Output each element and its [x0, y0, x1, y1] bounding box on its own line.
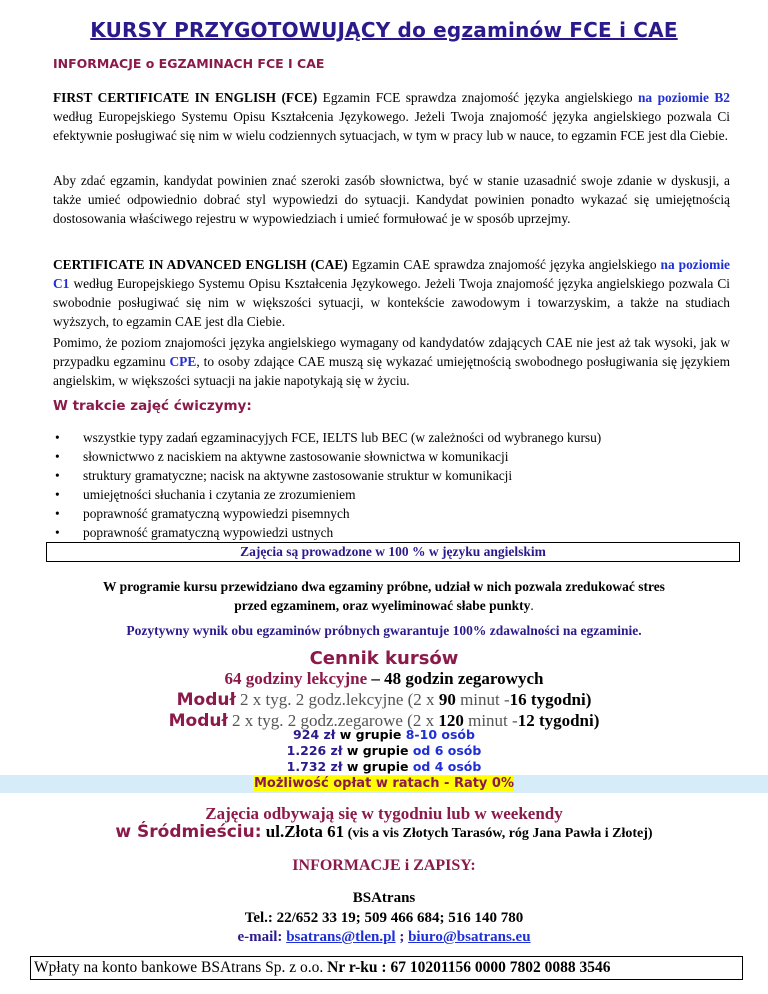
section-title: W trakcie zajęć ćwiczymy:: [53, 398, 252, 414]
installments-banner: Możliwość opłat w ratach - Raty 0%: [0, 775, 768, 793]
cae-level: na poziomie C1: [53, 257, 730, 291]
pricing-title: Cennik kursów: [309, 648, 459, 669]
list-item: • umiejętności słuchania i czytania ze zrozumieniem: [83, 485, 601, 504]
email-link-2[interactable]: biuro@bsatrans.eu: [408, 929, 531, 945]
cae-heading: CERTIFICATE IN ADVANCED ENGLISH (CAE): [53, 257, 348, 272]
exam-note: W programie kursu przewidziano dwa egzaminy próbne, udział w nich pozwala zredukować stres przed egzaminem, oraz wyeliminować słabe punkty.: [103, 579, 665, 613]
list-item: • struktury gramatyczne; nacisk na aktywne zastosowanie struktur w komunikacji: [83, 466, 601, 485]
module-1: Moduł 2 x tyg. 2 godz.lekcyjne (2 x 90 minut -16 tygodni): [176, 690, 592, 710]
email-link-1[interactable]: bsatrans@tlen.pl: [286, 929, 396, 945]
schedule-note: Zajęcia odbywają się w tygodniu lub w weekendy: [205, 804, 563, 823]
phone-numbers: Tel.: 22/652 33 19; 509 466 684; 516 140 780: [244, 910, 524, 926]
email-line: e-mail: bsatrans@tlen.pl ; biuro@bsatrans.eu: [237, 929, 531, 945]
company-name: BSAtrans: [352, 890, 416, 906]
list-item: • poprawność gramatyczną wypowiedzi ustnych: [83, 523, 601, 542]
fce-heading: FIRST CERTIFICATE IN ENGLISH (FCE): [53, 90, 318, 105]
price-row: 1.732 zł w grupie od 4 osób: [286, 759, 482, 774]
cpe-label: CPE: [169, 354, 197, 369]
cae-paragraph: CERTIFICATE IN ADVANCED ENGLISH (CAE) Egzamin CAE sprawdza znajomość języka angielskiego na poziomie C1 według Europejskiego Systemu Opisu Kształcenia Językowego. Jeżeli Twoja znajomość języka angielskiego pozwala Ci swobodnie posługiwać się nim w większości sytuacji, w kontekście zawodowym i towarzyskim, a także na studiach wyższych, to egzamin CAE jest dla Ciebie.: [53, 257, 730, 329]
list-item: • wszystkie typy zadań egzaminacyjych FCE, IELTS lub BEC (w zależności od wybranego kursu): [83, 428, 601, 447]
price-row: 924 zł w grupie 8-10 osób: [293, 727, 475, 742]
english-only-note: Zajęcia są prowadzone w 100 % w języku angielskim: [46, 542, 740, 562]
fce-paragraph: FIRST CERTIFICATE IN ENGLISH (FCE) Egzamin FCE sprawdza znajomość języka angielskiego na poziomie B2 według Europejskiego Systemu Opisu Kształcenia Językowego. Jeżeli Twoja znajomość języka angielskiego pozwala Ci efektywnie posługiwać się nim w wielu codziennych sytuacjach, w tym w pracy lub w nauce, to egzamin FCE jest dla Ciebie.: [53, 90, 730, 143]
fce-level: na poziomie B2: [637, 90, 730, 105]
bullet-list: [53, 428, 601, 542]
bank-account-box: Wpłaty na konto bankowe BSAtrans Sp. z o.o. Nr r-ku : 67 10201156 0000 7802 0088 3546: [30, 956, 743, 980]
price-row: 1.226 zł w grupie od 6 osób: [286, 743, 482, 758]
page-title: KURSY PRZYGOTOWUJĄCY do egzaminów FCE i CAE: [90, 18, 678, 42]
cae-paragraph-2: Pomimo, że poziom znajomości języka angielskiego wymagany od kandydatów zdających CAE nie jest aż tak wysoki, jak w przypadku egzaminu CPE, to osoby zdające CAE muszą się wykazać umiejętnością swobodnego posługiwania się językiem angielskim, w większości sytuacji na jakie napotykają się w życiu.: [53, 335, 730, 388]
list-item: • poprawność gramatyczną wypowiedzi pisemnych: [83, 504, 601, 523]
info-heading: INFORMACJE i ZAPISY:: [292, 857, 476, 874]
subtitle: INFORMACJE o EGZAMINACH FCE I CAE: [53, 56, 325, 71]
course-hours: 64 godziny lekcyjne – 48 godzin zegarowych: [224, 669, 544, 688]
location: w Śródmieściu: ul.Złota 61 (vis a vis Złotych Tarasów, róg Jana Pawła i Złotej): [115, 822, 653, 842]
list-item: • słownictwwo z naciskiem na aktywne zastosowanie słownictwa w komunikacji: [83, 447, 601, 466]
guarantee-note: Pozytywny wynik obu egzaminów próbnych gwarantuje 100% zdawalności na egzaminie.: [126, 623, 642, 638]
fce-paragraph-2: Aby zdać egzamin, kandydat powinien znać szeroki zasób słownictwa, być w stanie uzasadnić swoje zdanie w dyskusji, a także umieć odpowiednio dobrać styl wypowiedzi do sytuacji. Kandydat powinien ponadto wykazać się umiejętnością dostosowania właściwego rejestru w wypowiedziach i umieć formułować je w sposób uprzejmy.: [53, 173, 730, 226]
module-2: Moduł 2 x tyg. 2 godz.zegarowe (2 x 120 minut -12 tygodni): [168, 711, 600, 731]
